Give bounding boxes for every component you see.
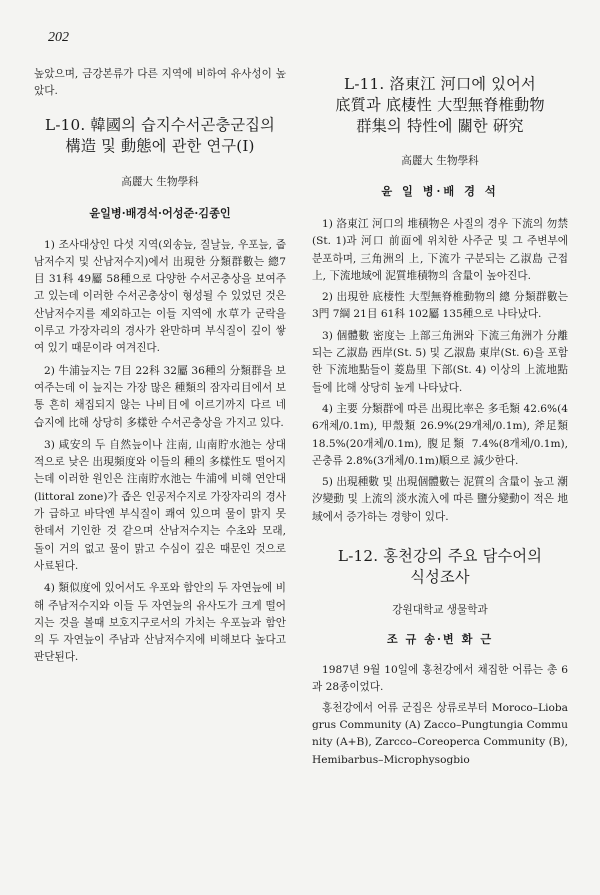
abstract-body <box>312 216 568 526</box>
affiliation: 高麗大 生物學科 <box>401 155 479 167</box>
paragraph: 홍천강에서 어류 군집은 상류로부터 Moroco–Liobagrus Community (A) Zacco–Pungtungia Community (A+B), Zarcco–Coreoperca Community (B), Hemibarbus–Microphysogbio <box>312 701 568 766</box>
paragraph: 1) 洛東江 河口의 堆積物은 사질의 경우 下流의 勿禁(St. 1)과 河口 前面에 위치한 사주군 및 그 주변부에 분포하며, 三角洲의 上, 下流가 구분되는 乙淑島 근접 上, 下流地域에 泥質堆積物의 含量이 높아진다. <box>312 218 568 282</box>
abstract-title <box>34 115 286 157</box>
authors: 윤일병·배경석·어성준·김종인 <box>89 205 231 220</box>
continuation-text: 높았으며, 금강본류가 다른 지역에 비하여 유사성이 높았다. <box>34 68 286 98</box>
left-column <box>34 66 286 667</box>
title-line: L-11. 洛東江 河口에 있어서 <box>344 75 536 93</box>
paragraph: 2) 出現한 底棲性 大型無脊椎動物의 總 分類群數는 3門 7綱 21目 61科 102屬 135種으로 나타났다. <box>312 291 568 321</box>
abstract-title <box>312 546 568 588</box>
abstract-title <box>312 74 568 137</box>
title-line: 構造 및 動態에 관한 연구(Ⅰ) <box>65 136 255 155</box>
authors: 조 규 송·변 화 근 <box>386 632 494 647</box>
paragraph: 4) 主要 分類群에 따른 出現比率은 多毛類 42.6%(46개체/0.1m), 甲殼類 26.9%(29개체/0.1m), 斧足類 18.5%(20개체/0.1m), 腹足類 7.4%(8개체/0.1m), 곤충류 2.8%(3개체/0.1m)順으로 減少한다. <box>312 402 568 467</box>
page-number: 202 <box>48 30 69 45</box>
abstract-l12 <box>312 546 568 769</box>
paragraph: 1987년 9월 10일에 홍천강에서 채집한 어류는 총 6과 28종이었다. <box>312 664 568 694</box>
paragraph: 3) 個體數 密度는 上部三角洲와 下流三角洲가 分離되는 乙淑島 西岸(St. 5) 및 乙淑島 東岸(St. 6)을 포함한 下流地點들이 菱島里 下部(St. 4) 이상의 上流地點들에 比해 상당히 높게 나타났다. <box>312 329 568 394</box>
right-column <box>312 66 568 769</box>
title-line: 底質과 底棲性 大型無脊椎動物 <box>335 96 545 114</box>
title-line: 群集의 特性에 關한 硏究 <box>356 117 524 135</box>
abstract-body <box>312 662 568 769</box>
paragraph: 3) 咸安의 두 自然늪이나 注南, 山南貯水池는 상대적으로 낮은 出現頻度와 이들의 種의 多樣性도 떨어지는데 이러한 원인은 注南貯水池는 牛浦에 비해 연안대(littoral zone)가 좁은 인공저수지로 가장자리의 경사가 급하고 바닥엔 부식질이 쾌여 있으며 물이 맑지 못한데서 기인한 것 같으며 산남저수지는 수초와 모래, 돌이 거의 없고 물이 맑고 수심이 깊은 때문인 것으로 사료된다. <box>34 438 286 572</box>
affiliation: 高麗大 生物學科 <box>121 175 199 188</box>
title-line: L-12. 홍천강의 주요 담수어의 <box>337 547 543 566</box>
abstract-l11 <box>312 74 568 526</box>
paragraph: 2) 牛浦늪지는 7目 22科 32屬 36種의 分類群을 보여주는데 이 늪지는 가장 많은 種類의 잠자리目에서 보통 흔히 채집되지 않는 나비目에 이르기까지 다르 네 습지에 比해 상당히 多樣한 수서곤충상을 가지고 있다. <box>34 364 286 429</box>
paragraph: 5) 出現種數 및 出現個體數는 泥質의 含量이 높고 潮汐變動 및 上流의 淡水流入에 따른 鹽分變動이 적은 地域에서 증가하는 경향이 있다. <box>312 476 568 523</box>
abstract-body <box>34 237 286 667</box>
abstract-l10 <box>34 115 286 667</box>
title-line: L-10. 韓國의 습지수서곤충군집의 <box>45 115 275 134</box>
authors: 윤 일 병·배 경 석 <box>381 184 499 198</box>
paragraph: 4) 類似度에 있어서도 우포와 함안의 두 자연늪에 비해 주남저수지와 이들 두 자연늪의 유사도가 크게 떨어지는 것을 볼때 보호지구로서의 가치는 우포늪과 함안의 두 자연늪이 주남과 산남저수지에 비해보다 높다고 판단된다. <box>34 582 286 664</box>
affiliation: 강원대학교 생물학과 <box>392 604 488 617</box>
title-line: 식성조사 <box>410 568 470 587</box>
paragraph: 1) 조사대상인 다섯 지역(외송늪, 질날늪, 우포늪, 줍남저수지 및 산남저수지)에서 出現한 分類群數는 總7目 31科 49屬 58種으로 다양한 수서곤충상을 보여주고 있는데 이러한 수서곤충상이 형성될 수 있었던 것은 산남저수지를 제외하고는 이들 지역에 水草가 군락을 이루고 가장자리의 경사가 완만하며 부식질이 깊이 쌓여 있기 때문이라 여겨진다. <box>34 238 286 355</box>
